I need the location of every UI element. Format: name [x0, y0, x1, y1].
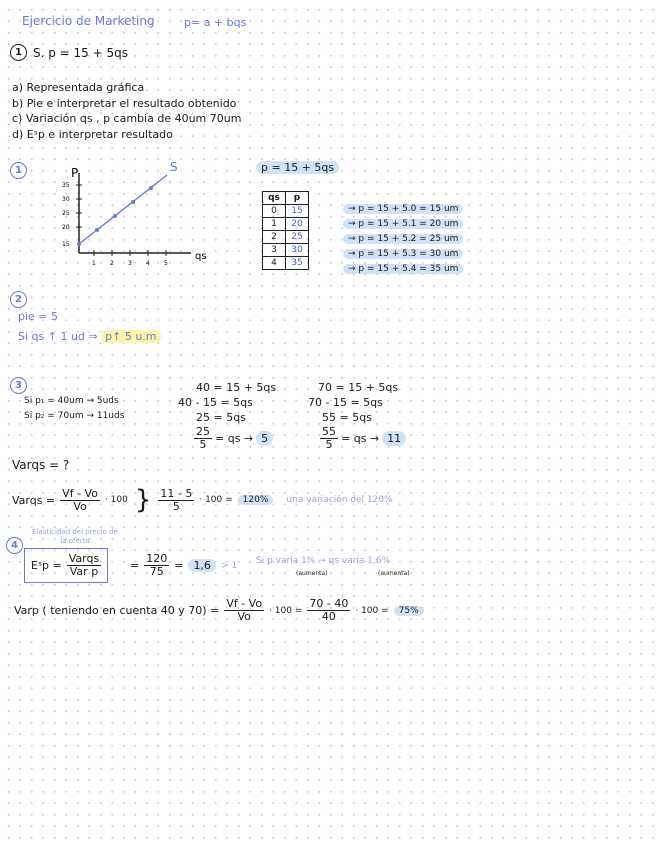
elasticity-interpretation: Si p varía 1% → qs varía 1,6% — [256, 556, 391, 566]
table-cell: 30 — [286, 244, 309, 257]
curly-brace: } — [134, 485, 152, 515]
price-variation — [14, 598, 424, 623]
pie-interpretation — [18, 330, 161, 343]
variation-mult2: · 100 = — [199, 495, 233, 505]
variation-fraction: $\frac{Vf - Vo}{Vo}$ — [62, 486, 98, 513]
variation-mult: · 100 — [104, 495, 128, 505]
pie-value: pie = 5 — [18, 310, 59, 323]
table-cell: 1 — [263, 218, 286, 231]
solve-step: 25 = 5qs — [196, 411, 246, 424]
interp-sub: (aumenta) — [378, 570, 410, 577]
elasticity-label: Eˢp = — [31, 559, 62, 572]
x-tick-label: 5 — [164, 260, 168, 267]
variation-formula — [12, 487, 393, 513]
price-case: Si p₂ = 70um → 11uds — [24, 411, 125, 421]
variation-fraction2: $\frac{11 - 5}{5}$ — [160, 486, 193, 513]
graph-y-label: P — [71, 166, 79, 180]
page-title: Ejercicio de Marketing — [22, 14, 155, 28]
table-cell: 25 — [286, 231, 309, 244]
elasticity-fraction: $\frac{\text{Varqs}}{\text{Var p}}$ — [68, 552, 100, 578]
general-formula: p= a + bqs — [184, 16, 247, 29]
problem-statement — [10, 44, 128, 61]
data-point — [113, 214, 117, 218]
supply-graph — [55, 155, 215, 275]
supply-function: S. p = 15 + 5qs — [33, 45, 129, 60]
price-variation-fraction2: $\frac{70 - 40}{40}$ — [309, 597, 349, 623]
task-item: a) Representada gráfica — [12, 81, 145, 94]
part2-number: 2 — [10, 291, 27, 308]
data-point — [131, 200, 135, 204]
graph-x-label: qs — [195, 251, 207, 262]
price-variation-mult: · 100 = — [269, 605, 303, 616]
table-header: p — [286, 192, 309, 205]
solve-rest: = qs → — [215, 432, 254, 445]
elasticity-fraction2: $\frac{120}{75}$ — [146, 552, 168, 578]
pie-result: p↑ 5 u.m — [101, 330, 160, 343]
x-tick-label: 4 — [146, 260, 150, 267]
pie-condition: Si qs ↑ 1 ud ⇒ — [18, 330, 98, 343]
solve-result: 11 — [382, 431, 406, 446]
supply-line — [79, 175, 167, 244]
price-variation-result: 75% — [394, 606, 424, 616]
solve-col2 — [308, 380, 406, 451]
calc-line: → p = 15 + 5.4 = 35 um — [343, 264, 463, 274]
data-point — [95, 228, 99, 232]
data-point — [149, 186, 153, 190]
table-cell: 20 — [286, 218, 309, 231]
variation-label: Varqs = — [12, 493, 56, 507]
table-equation: p = 15 + 5qs — [256, 161, 339, 174]
equals-sign: = — [130, 559, 140, 572]
task-item: d) Eˢp e interpretar resultado — [12, 127, 173, 141]
elasticity-compare: > 1 — [220, 560, 238, 571]
variation-note: una variación del 120% — [286, 495, 393, 505]
task-item: c) Variación qs , p cambia de 40um 70um — [12, 112, 242, 125]
table-cell: 15 — [286, 205, 309, 218]
table-cell: 0 — [263, 205, 286, 218]
y-tick-label: 25 — [62, 210, 70, 217]
solve-fraction: $\frac{55}{5}$ — [322, 425, 336, 451]
solve-step: 70 = 15 + 5qs — [318, 381, 399, 394]
solve-result: 5 — [256, 431, 273, 446]
calc-line: → p = 15 + 5.2 = 25 um — [343, 234, 463, 244]
table-cell: 4 — [263, 257, 286, 270]
variation-result: 120% — [238, 495, 274, 505]
solve-fraction: $\frac{25}{5}$ — [196, 425, 210, 451]
x-tick-label: 2 — [110, 260, 114, 267]
solve-step: 40 = 15 + 5qs — [196, 381, 277, 394]
table-header: qs — [263, 192, 286, 205]
price-case: Si p₁ = 40um → 5uds — [24, 396, 119, 406]
table-cell: 35 — [286, 257, 309, 270]
solve-step: 40 - 15 = 5qs — [178, 396, 253, 409]
solve-col1 — [178, 380, 276, 451]
variation-question: Varqs = ? — [12, 458, 70, 472]
table-cell: 2 — [263, 231, 286, 244]
y-tick-label: 15 — [62, 241, 70, 248]
part3-number: 3 — [10, 377, 27, 394]
price-variation-mult2: · 100 = — [355, 605, 389, 616]
price-variation-fraction: $\frac{Vf - Vo}{Vo}$ — [226, 597, 263, 623]
price-variation-label: Varp ( teniendo en cuenta 40 y 70) = — [14, 604, 220, 617]
y-tick-label: 20 — [62, 224, 70, 231]
elasticity-note: Elasticidad del precio de la oferta — [32, 528, 118, 545]
calc-line: → p = 15 + 5.0 = 15 um — [343, 204, 463, 214]
values-table — [262, 191, 309, 270]
solve-step: 55 = 5qs — [322, 411, 372, 424]
calc-line: → p = 15 + 5.3 = 30 um — [343, 249, 463, 259]
x-tick-label: 1 — [92, 260, 96, 267]
part1-number: 1 — [10, 162, 27, 179]
graph-curve-label: S — [170, 160, 178, 174]
solve-step: 70 - 15 = 5qs — [308, 396, 383, 409]
part4-number: 4 — [6, 537, 23, 554]
calc-list — [343, 202, 463, 277]
data-point — [77, 242, 81, 246]
elasticity-result: 1,6 — [188, 559, 216, 572]
calc-line: → p = 15 + 5.1 = 20 um — [343, 219, 463, 229]
elasticity-box — [24, 548, 108, 583]
elasticity-calc — [130, 553, 237, 578]
x-tick-label: 3 — [128, 260, 132, 267]
task-list — [12, 80, 241, 142]
task-item: b) Pie e interpretar el resultado obtenido — [12, 96, 237, 110]
y-tick-label: 30 — [62, 196, 70, 203]
solve-rest: = qs → — [341, 432, 380, 445]
price-cases — [24, 394, 124, 424]
problem-number: 1 — [10, 44, 27, 61]
y-tick-label: 35 — [62, 182, 70, 189]
equals-sign: = — [174, 559, 184, 572]
table-cell: 3 — [263, 244, 286, 257]
interp-sub: (aumenta) — [296, 570, 328, 577]
